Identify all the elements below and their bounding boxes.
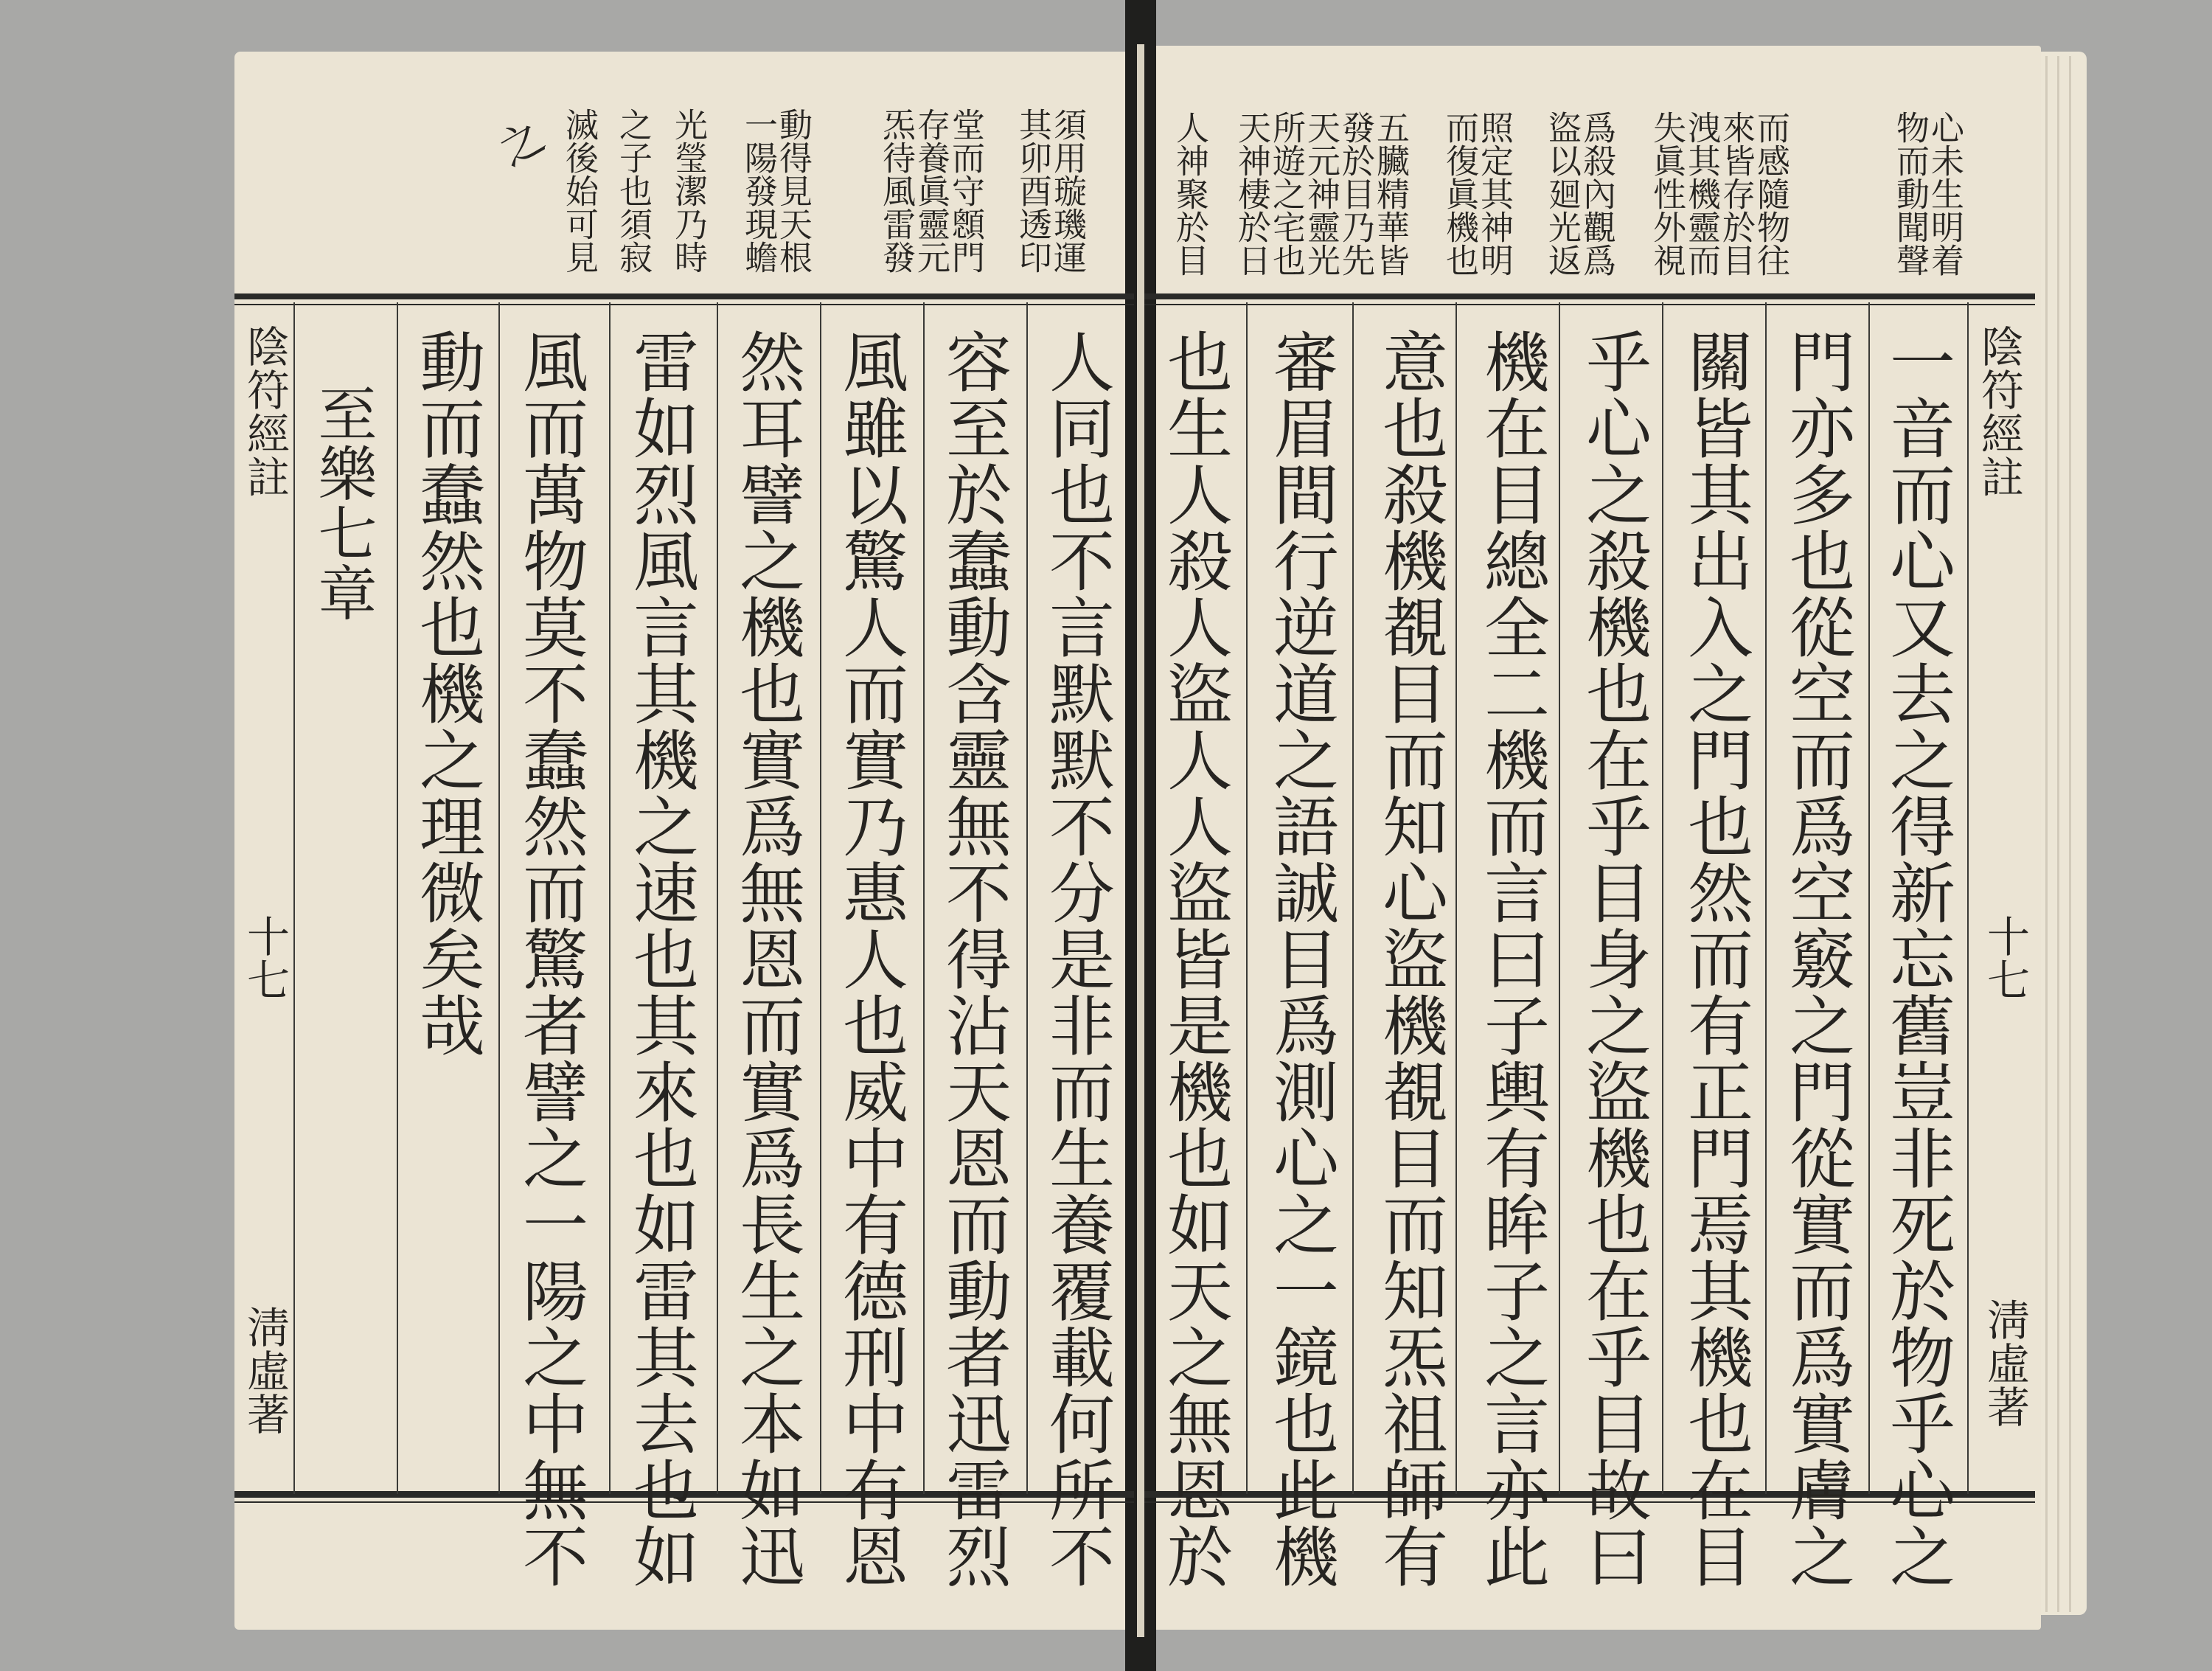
text-column: 雷如烈風言其機之速也其來也如雷其去也如 xyxy=(623,328,700,1589)
text-column: 風而萬物莫不蠢然而驚者譬之一陽之中無不 xyxy=(512,328,589,1589)
column-divider xyxy=(293,302,295,1494)
column-divider xyxy=(820,302,821,1494)
commentary-column: 盜以廻光返 xyxy=(1543,111,1582,277)
commentary-column: 心未生明着 xyxy=(1925,111,1964,277)
commentary-column: 炁待風雷發 xyxy=(877,108,916,274)
text-column: 一音而心又去之得新忘舊豈非死於物乎心之 xyxy=(1879,328,1956,1589)
commentary-column: 堂而守顖門 xyxy=(946,108,985,274)
column-divider xyxy=(609,302,611,1494)
column-divider xyxy=(397,302,398,1494)
text-column: 機在目總全二機而言曰子輿有眸子之言亦此 xyxy=(1474,328,1551,1589)
text-column: 門亦多也從空而爲空竅之門從實而爲實膚之 xyxy=(1779,328,1856,1589)
commentary-column: 天元神靈光 xyxy=(1301,111,1340,277)
running-author: 淸虛著 xyxy=(1980,1298,2030,1428)
commentary-column: 天神棲於日 xyxy=(1232,111,1271,277)
text-column: 風雖以驚人而實乃惠人也威中有德刑中有恩 xyxy=(832,328,909,1589)
column-divider xyxy=(717,302,718,1494)
commentary-column: 而感隨物往 xyxy=(1751,111,1790,277)
right-top-rule xyxy=(1144,293,2035,299)
commentary-column: 人神聚於目 xyxy=(1170,111,1209,277)
fore-edge-line xyxy=(2057,56,2059,1612)
page-stack-right xyxy=(2035,52,2087,1615)
text-column: 容至於蠢動含靈無不得沾天恩而動者迅雷烈 xyxy=(936,328,1012,1589)
text-column: 然耳譬之機也實爲無恩而實爲長生之本如迅 xyxy=(729,328,806,1589)
running-title: 陰符經註 xyxy=(1974,324,2024,498)
commentary-column: 一陽發現蟾 xyxy=(739,108,778,274)
folio-number: 十七 xyxy=(1980,914,2030,1001)
commentary-column: 五臟精華皆 xyxy=(1371,111,1410,277)
commentary-column: 照定其神明 xyxy=(1475,111,1514,277)
running-author: 淸虛著 xyxy=(240,1305,290,1436)
commentary-column: 物而動聞聲 xyxy=(1891,111,1930,277)
gutter-inner-fold xyxy=(1137,44,1144,1637)
text-column: 審眉間行逆道之語誠目爲測心之一鏡也此機 xyxy=(1263,328,1340,1589)
commentary-column: 來皆存於目 xyxy=(1717,111,1756,277)
commentary-column: 所遊之宅也 xyxy=(1267,111,1306,277)
column-divider xyxy=(1765,302,1767,1494)
commentary-column: 爲殺內觀爲 xyxy=(1577,111,1616,277)
folio-number: 十七 xyxy=(240,914,290,1001)
right-top-rule-thin xyxy=(1144,304,2035,305)
commentary-column: 其卯酉透印 xyxy=(1013,108,1052,274)
column-divider xyxy=(1246,302,1248,1494)
column-divider xyxy=(1352,302,1354,1494)
text-column: 乎心之殺機也在乎目身之盜機也在乎目故曰 xyxy=(1576,328,1652,1589)
text-column: 人同也不言默默不分是非而生養覆載何所不 xyxy=(1039,328,1116,1589)
commentary-column: 滅後始可見 xyxy=(560,108,599,274)
end-of-commentary-mark: 之 xyxy=(490,111,553,176)
left-top-rule-thin xyxy=(234,304,1134,305)
left-top-rule xyxy=(234,293,1134,299)
text-column: 意也殺機覩目而知心盜機覩目而知炁祖師有 xyxy=(1372,328,1449,1589)
column-divider xyxy=(1455,302,1457,1494)
chapter-heading: 至樂七章 xyxy=(308,383,377,622)
fore-edge-line xyxy=(2069,56,2071,1612)
commentary-column: 失眞性外視 xyxy=(1647,111,1686,277)
commentary-column: 洩其機靈而 xyxy=(1682,111,1721,277)
commentary-column: 動得見天根 xyxy=(773,108,813,274)
text-column: 關皆其出入之門也然而有正門焉其機也在目 xyxy=(1677,328,1754,1589)
fore-edge-line xyxy=(2045,56,2048,1612)
commentary-column: 發於目乃先 xyxy=(1336,111,1375,277)
column-divider xyxy=(1662,302,1663,1494)
column-divider xyxy=(1868,302,1870,1494)
column-divider xyxy=(1026,302,1028,1494)
commentary-column: 而復眞機也 xyxy=(1440,111,1479,277)
column-divider xyxy=(923,302,925,1494)
running-title: 陰符經註 xyxy=(240,324,290,498)
column-divider xyxy=(498,302,500,1494)
commentary-column: 光瑩潔乃時 xyxy=(669,108,708,274)
column-divider xyxy=(1967,302,1969,1494)
commentary-column: 存養眞靈元 xyxy=(911,108,950,274)
commentary-column: 之子也須寂 xyxy=(613,108,653,274)
text-column: 也生人殺人盜人人盜皆是機也如天之無恩於 xyxy=(1157,328,1234,1589)
commentary-column: 須用璇璣運 xyxy=(1048,108,1087,274)
column-divider xyxy=(1559,302,1560,1494)
text-column: 動而蠢然也機之理微矣哉 xyxy=(409,328,486,1058)
